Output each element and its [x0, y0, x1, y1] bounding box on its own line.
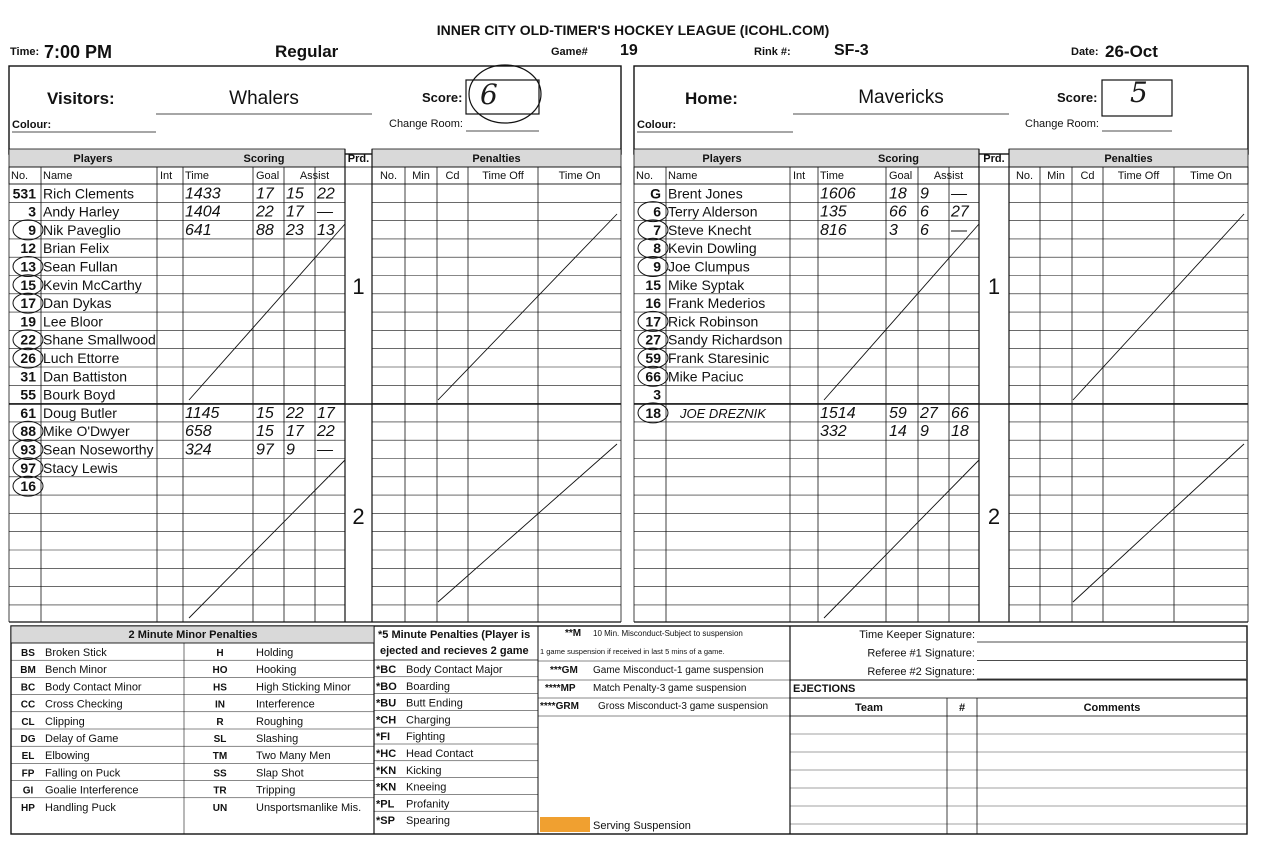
h-goal-scorer: 66 — [889, 203, 907, 221]
misconduct-code: **M — [565, 628, 582, 639]
h-assist-1: 27 — [920, 404, 938, 422]
minor-label: Slap Shot — [256, 767, 304, 780]
v-assist-1: 9 — [286, 441, 295, 459]
major-label: Boarding — [406, 680, 451, 693]
h-goal-time: 816 — [820, 221, 847, 239]
h-assist-2: — — [951, 221, 967, 239]
col-goal: Goal — [889, 170, 913, 182]
col-int: Int — [160, 170, 173, 182]
h-prd-header: Prd. — [983, 153, 1005, 165]
col-pen-time-off: Time Off — [1117, 170, 1160, 182]
minor-penalties-title: 2 Minute Minor Penalties — [128, 629, 258, 641]
game-date: 26-Oct — [1105, 42, 1158, 61]
visitors-label: Visitors: — [47, 89, 115, 108]
misconduct-code: ****MP — [545, 683, 576, 694]
ejection-no-header: # — [958, 702, 966, 714]
h-players-header: Players — [702, 153, 742, 165]
home-team-name: Mavericks — [858, 87, 944, 108]
minor-label: Elbowing — [45, 750, 90, 763]
v-player-name: Kevin McCarthy — [43, 276, 142, 293]
h-player-number: 15 — [645, 276, 661, 293]
v-assist-1: 22 — [286, 404, 304, 422]
minor-label: Interference — [256, 698, 315, 711]
minor-label: Bench Minor — [45, 664, 107, 677]
penalty-strike-line — [1073, 444, 1244, 602]
scoring-strike-line — [824, 460, 979, 618]
v-player-number: 12 — [20, 240, 36, 257]
col-name: Name — [668, 170, 698, 182]
minor-label: Two Many Men — [256, 750, 331, 763]
v-player-number: 3 — [28, 203, 36, 220]
major-penalties-title: *5 Minute Penalties (Player is — [378, 629, 531, 641]
penalty-strike-line — [438, 214, 617, 400]
h-player-number: G — [650, 185, 661, 202]
minor-code: BM — [20, 665, 36, 677]
misconduct-label: 1 game suspension if received in last 5 mins of a game. — [540, 647, 725, 656]
visitors-team-name: Whalers — [229, 88, 299, 109]
v-player-number: 55 — [20, 386, 36, 403]
scoring-strike-line — [189, 460, 345, 618]
v-player-number: 9 — [28, 221, 36, 238]
h-player-name: Mike Paciuc — [668, 368, 744, 385]
h-player-name: Terry Alderson — [668, 203, 758, 220]
col-assist: Assist — [933, 170, 964, 182]
minor-label: Tripping — [256, 784, 296, 797]
minor-code: CL — [21, 716, 35, 728]
minor-code: BS — [21, 648, 35, 659]
minor-label: Goalie Interference — [45, 784, 139, 797]
minor-label: Broken Stick — [45, 647, 107, 659]
col-pen-cd: Cd — [445, 170, 460, 182]
v-assist-2: 13 — [317, 221, 335, 239]
major-penalties-title: ejected and recieves 2 game — [380, 645, 529, 657]
h-player-number: 66 — [645, 368, 661, 385]
penalty-strike-line — [438, 444, 617, 602]
h-assist-2: — — [951, 185, 967, 203]
h-player-name: Rick Robinson — [668, 313, 759, 330]
v-goal-scorer: 15 — [256, 423, 274, 441]
v-assist-2: — — [317, 203, 333, 221]
v-goal-scorer: 88 — [256, 221, 274, 239]
minor-code: EL — [21, 751, 35, 763]
minor-label: Falling on Puck — [45, 767, 121, 780]
minor-label: Unsportsmanlike Mis. — [256, 801, 362, 814]
league-title: INNER CITY OLD-TIMER'S HOCKEY LEAGUE (ICOHL.COM) — [436, 22, 830, 38]
v-player-number: 17 — [20, 295, 36, 312]
ejection-team-header: Team — [855, 702, 883, 714]
h-assist-2: 18 — [951, 423, 969, 441]
v-goal-time: 658 — [185, 423, 212, 441]
major-label: Butt Ending — [406, 697, 463, 710]
v-player-name: Bourk Boyd — [43, 386, 116, 403]
major-code: *BO — [376, 680, 397, 693]
misconduct-label: Match Penalty-3 game suspension — [593, 683, 747, 694]
major-code: *KN — [376, 764, 397, 777]
h-goal-time: 1606 — [820, 185, 856, 203]
v-player-number: 16 — [20, 478, 36, 495]
h-goal-time: 332 — [820, 423, 847, 441]
home-score: 5 — [1130, 76, 1148, 109]
v-assist-1: 17 — [286, 423, 304, 441]
visitors-score: 6 — [480, 78, 498, 111]
v-player-name: Dan Battiston — [43, 368, 128, 385]
minor-label: Body Contact Minor — [45, 681, 142, 694]
v-player-name: Dan Dykas — [43, 295, 112, 312]
misconduct-label: Gross Misconduct-3 game suspension — [598, 701, 769, 712]
minor-code: TR — [213, 785, 227, 797]
h-goal-time: 135 — [820, 203, 847, 221]
v-period-2-label: 2 — [352, 504, 365, 529]
h-assist-1: 9 — [920, 423, 929, 441]
h-player-number: 59 — [645, 350, 661, 366]
col-pen-time-on: Time On — [1190, 170, 1232, 182]
time-label: Time: — [10, 46, 40, 58]
v-player-number: 93 — [20, 441, 36, 458]
v-player-name: Luch Ettorre — [43, 350, 120, 366]
v-goal-scorer: 15 — [256, 404, 274, 422]
h-goal-scorer: 59 — [889, 404, 907, 422]
v-player-name: Mike O'Dwyer — [43, 423, 130, 440]
legend-box — [11, 626, 1247, 834]
minor-code: DG — [20, 734, 36, 745]
visitors-header-box — [9, 66, 621, 154]
h-player-number: 3 — [653, 386, 661, 403]
h-period-1-label: 1 — [987, 274, 1001, 299]
major-label: Spearing — [406, 815, 451, 828]
v-goal-scorer: 22 — [256, 203, 274, 221]
minor-code: H — [216, 648, 224, 659]
signature-label: Referee #1 Signature: — [867, 647, 975, 660]
h-player-number: 17 — [645, 313, 661, 330]
misconduct-code: ***GM — [550, 665, 578, 676]
signature-label: Time Keeper Signature: — [859, 629, 975, 641]
minor-label: High Sticking Minor — [256, 681, 351, 694]
major-code: *BU — [376, 697, 397, 710]
game-type: Regular — [275, 42, 339, 61]
col-no: No. — [636, 170, 654, 182]
major-code: *BC — [376, 664, 397, 676]
v-penalties-header: Penalties — [472, 153, 521, 165]
h-penalties-header: Penalties — [1104, 153, 1153, 165]
minor-code: TM — [212, 751, 228, 763]
col-name: Name — [43, 170, 73, 182]
v-player-name: Doug Butler — [43, 404, 117, 421]
h-scoring-header: Scoring — [878, 153, 919, 165]
v-player-number: 15 — [20, 276, 36, 293]
major-label: Head Contact — [406, 748, 474, 760]
col-pen-no: No. — [379, 170, 398, 182]
ejection-comments-header: Comments — [1083, 702, 1141, 714]
players-scoring-header — [9, 149, 345, 167]
v-goal-scorer: 17 — [256, 185, 274, 203]
serving-suspension-label: Serving Suspension — [593, 820, 691, 832]
v-assist-1: 23 — [286, 221, 304, 239]
home-score-label: Score: — [1057, 90, 1098, 105]
v-goal-time: 1433 — [185, 185, 221, 203]
h-assist-1: 6 — [920, 221, 929, 239]
visitors-score-box — [466, 80, 539, 114]
h-goal-scorer: 14 — [889, 423, 907, 441]
minor-label: Clipping — [45, 715, 85, 728]
h-goal-time: 1514 — [820, 404, 856, 422]
v-scoring-header: Scoring — [243, 153, 285, 165]
v-goal-time: 1145 — [185, 404, 220, 422]
v-player-name: Shane Smallwood — [43, 331, 156, 348]
minor-label: Cross Checking — [45, 698, 123, 711]
h-period-2-label: 2 — [987, 504, 1001, 529]
h-player-name: Steve Knecht — [668, 221, 752, 238]
v-assist-2: 17 — [317, 404, 335, 422]
minor-code: BC — [20, 682, 36, 694]
minor-label: Handling Puck — [45, 801, 116, 814]
minor-code: UN — [212, 802, 228, 814]
h-player-number: 7 — [653, 221, 661, 238]
h-assist-2: 66 — [951, 404, 969, 422]
v-goal-time: 641 — [185, 221, 212, 239]
v-player-number: 61 — [20, 404, 36, 421]
minor-code: HP — [21, 802, 35, 814]
minor-label: Holding — [256, 647, 294, 659]
col-time: Time — [185, 170, 210, 182]
v-assist-2: 22 — [317, 423, 335, 441]
major-code: *HC — [376, 748, 397, 760]
game-number-label: Game# — [551, 46, 588, 58]
v-player-name: Rich Clements — [43, 185, 135, 202]
h-player-name: Mike Syptak — [668, 276, 745, 293]
h-player-name: JOE DREZNIK — [680, 405, 766, 421]
v-player-name: Sean Fullan — [43, 258, 118, 275]
h-player-name: Joe Clumpus — [668, 258, 750, 275]
v-goal-scorer: 97 — [256, 441, 274, 459]
major-code: *CH — [376, 714, 397, 727]
h-goal-scorer: 18 — [889, 185, 907, 203]
col-no: No. — [11, 170, 29, 182]
col-pen-cd: Cd — [1080, 170, 1095, 182]
players-scoring-header — [634, 149, 979, 167]
v-player-name: Nik Paveglio — [43, 221, 121, 238]
v-goal-time: 1404 — [185, 203, 221, 221]
h-goal-scorer: 3 — [889, 221, 898, 239]
h-assist-1: 9 — [920, 185, 929, 203]
minor-label: Delay of Game — [45, 733, 119, 745]
v-player-number: 22 — [20, 331, 36, 348]
major-label: Charging — [406, 714, 451, 727]
v-period-1-label: 1 — [352, 274, 365, 299]
home-change-room-label: Change Room: — [1025, 118, 1099, 130]
minor-label: Slashing — [256, 733, 299, 745]
v-player-name: Lee Bloor — [43, 313, 103, 330]
h-player-name: Brent Jones — [668, 185, 743, 202]
h-player-number: 6 — [653, 203, 661, 220]
h-player-name: Kevin Dowling — [668, 240, 757, 257]
penalty-strike-line — [1073, 214, 1244, 400]
v-player-name: Sean Noseworthy — [43, 441, 154, 458]
v-player-name: Brian Felix — [43, 240, 110, 257]
misconduct-label: 10 Min. Misconduct-Subject to suspension — [593, 629, 743, 638]
major-code: *FI — [376, 731, 391, 744]
visitors-colour-label: Colour: — [12, 119, 52, 131]
home-colour-label: Colour: — [637, 119, 677, 131]
ejections-title: EJECTIONS — [793, 683, 856, 695]
col-time: Time — [820, 170, 845, 182]
col-goal: Goal — [256, 170, 280, 182]
minor-code: HS — [213, 682, 227, 694]
col-pen-no: No. — [1015, 170, 1034, 182]
h-assist-2: 27 — [951, 203, 969, 221]
v-assist-2: 22 — [317, 185, 335, 203]
h-player-name: Frank Staresinic — [668, 350, 770, 366]
minor-label: Hooking — [256, 664, 297, 677]
col-pen-time-off: Time Off — [482, 170, 524, 182]
minor-code: GI — [22, 785, 34, 797]
h-assist-1: 6 — [920, 203, 929, 221]
minor-code: SS — [213, 768, 227, 780]
minor-code: R — [216, 716, 224, 728]
major-label: Kicking — [406, 764, 442, 777]
major-code: *KN — [376, 781, 397, 794]
visitors-change-room-label: Change Room: — [389, 118, 463, 130]
visitors-score-label: Score: — [422, 90, 463, 105]
h-player-name: Sandy Richardson — [668, 331, 783, 348]
v-player-number: 31 — [20, 368, 36, 385]
home-header-box — [634, 66, 1248, 154]
v-players-header: Players — [73, 153, 113, 165]
major-label: Fighting — [406, 731, 446, 744]
minor-label: Roughing — [256, 715, 304, 728]
h-player-number: 8 — [653, 240, 661, 257]
h-player-number: 16 — [645, 295, 661, 312]
minor-code: HO — [212, 665, 228, 677]
col-int: Int — [793, 170, 806, 182]
serving-suspension-swatch — [540, 817, 590, 832]
date-label: Date: — [1071, 46, 1099, 58]
major-label: Kneeing — [406, 781, 447, 794]
signature-label: Referee #2 Signature: — [867, 666, 975, 678]
major-code: *SP — [376, 815, 395, 828]
home-label: Home: — [685, 89, 738, 108]
v-player-name: Stacy Lewis — [43, 459, 118, 476]
h-player-number: 9 — [653, 258, 661, 275]
rink-label: Rink #: — [754, 46, 791, 58]
misconduct-code: ****GRM — [540, 701, 579, 712]
v-player-number: 19 — [20, 313, 36, 330]
v-goal-time: 324 — [185, 441, 212, 459]
misconduct-label: Game Misconduct-1 game suspension — [593, 665, 764, 676]
minor-code: IN — [215, 699, 225, 711]
v-player-number: 531 — [12, 185, 36, 202]
minor-code: SL — [213, 734, 227, 745]
v-assist-2: — — [317, 441, 333, 459]
h-player-number: 18 — [645, 404, 661, 421]
game-number: 19 — [620, 42, 638, 59]
v-assist-1: 17 — [286, 203, 304, 221]
minor-code: FP — [21, 768, 35, 780]
v-assist-1: 15 — [286, 185, 304, 203]
major-label: Body Contact Major — [406, 664, 503, 676]
major-label: Profanity — [406, 798, 450, 811]
h-player-number: 27 — [645, 331, 661, 348]
col-pen-min: Min — [412, 170, 430, 182]
v-player-name: Andy Harley — [43, 203, 120, 220]
v-player-number: 26 — [20, 350, 36, 366]
major-code: *PL — [376, 798, 395, 811]
v-player-number: 88 — [20, 423, 36, 440]
minor-code: CC — [20, 699, 36, 711]
col-assist: Assist — [299, 170, 330, 182]
v-player-number: 13 — [20, 258, 36, 275]
col-pen-time-on: Time On — [558, 170, 601, 182]
v-prd-header: Prd. — [347, 153, 370, 165]
game-time: 7:00 PM — [44, 42, 113, 62]
v-player-number: 97 — [20, 459, 36, 476]
col-pen-min: Min — [1047, 170, 1065, 182]
h-player-name: Frank Mederios — [668, 295, 766, 312]
rink-value: SF-3 — [834, 42, 869, 59]
